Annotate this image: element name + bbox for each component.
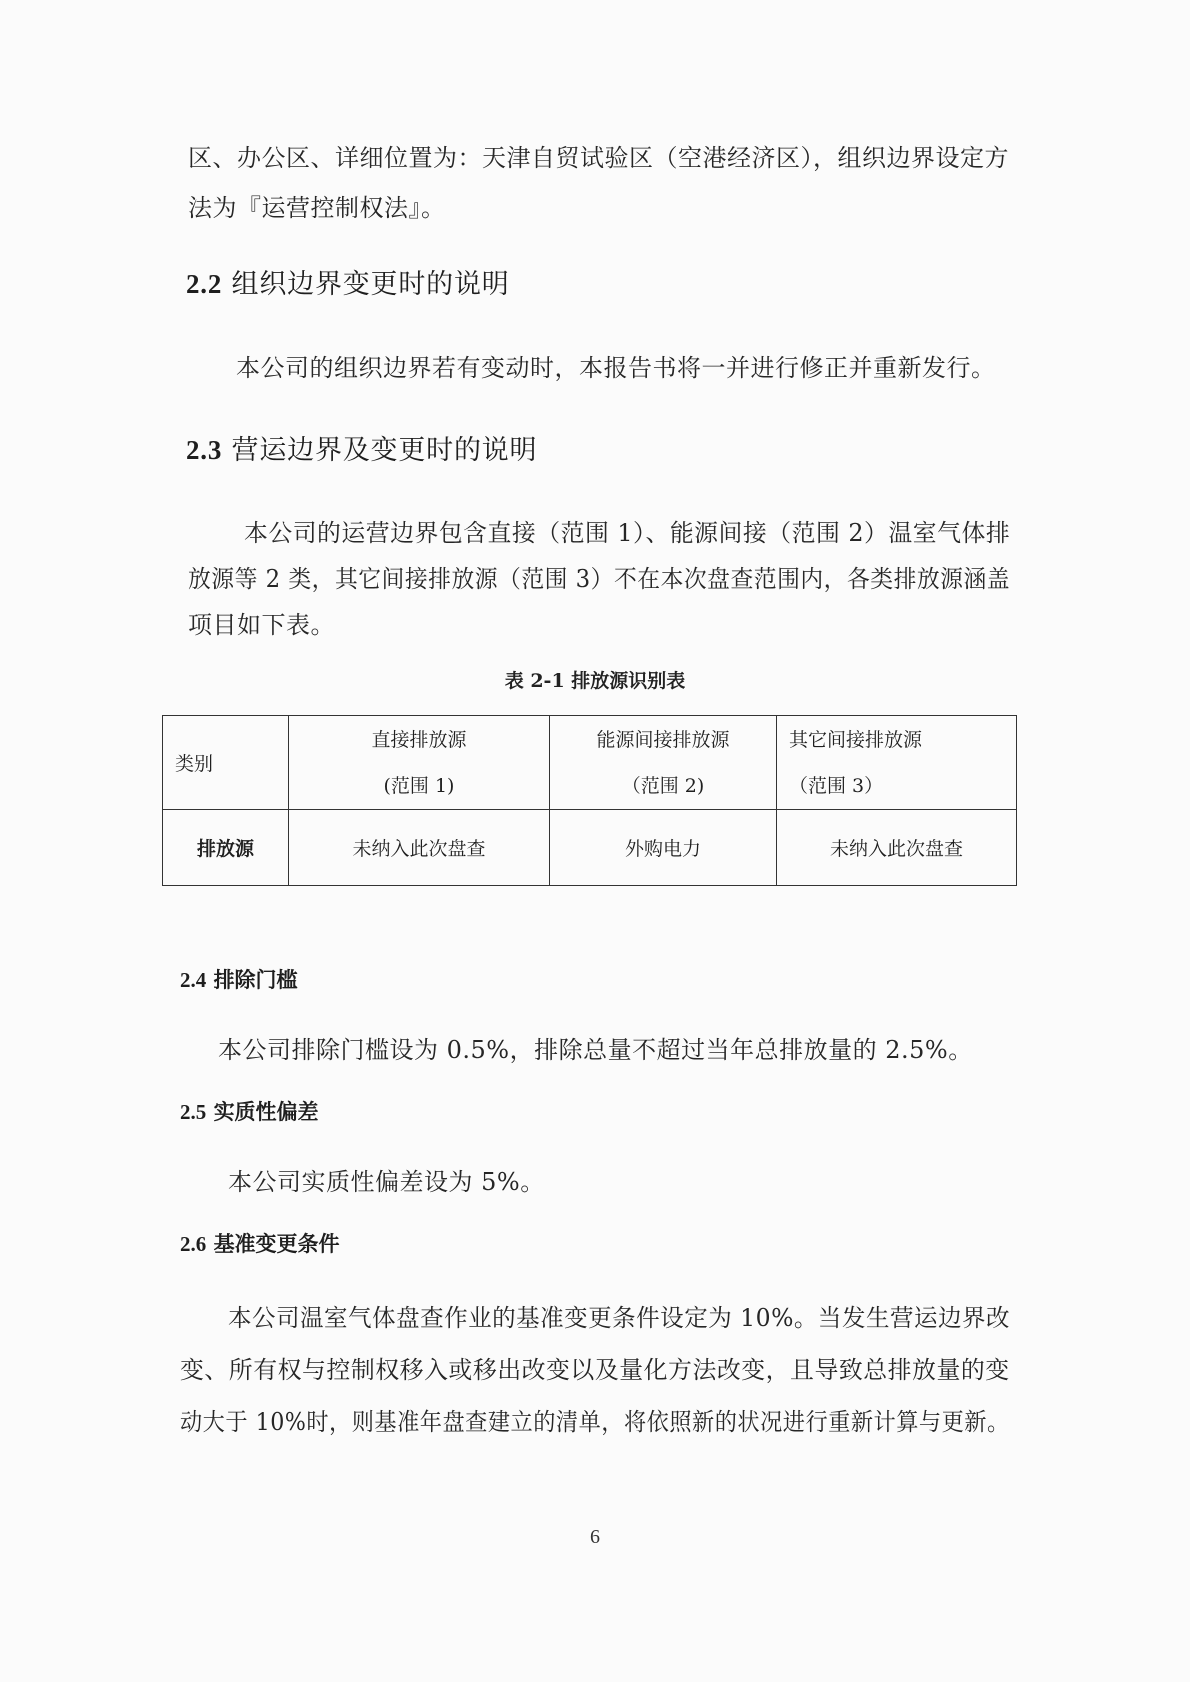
paragraph-line: 本公司温室气体盘查作业的基准变更条件设定为 10%。当发生营运边界改: [228, 1304, 1011, 1332]
paragraph-line: 法为『运营控制权法』。: [188, 194, 446, 222]
section-title: 组织边界变更时的说明: [231, 269, 510, 300]
section-number: 2.6: [180, 1232, 207, 1256]
header-scope-1-range: (范围 1): [383, 774, 455, 797]
table-row: [163, 810, 1017, 886]
paragraph-line: 本公司实质性偏差设为 5%。: [228, 1168, 545, 1196]
section-heading-2-4: [180, 964, 298, 994]
section-number: 2.4: [180, 968, 207, 992]
section-heading-2-2: [186, 262, 510, 301]
paragraph-line: 本公司的运营边界包含直接（范围 1）、能源间接（范围 2）温室气体排: [244, 519, 1011, 547]
section-number: 2.2: [186, 269, 223, 299]
header-category: 类别: [163, 716, 289, 810]
header-scope-2-range: （范围 2): [621, 774, 705, 797]
section-title: 实质性偏差: [213, 1099, 319, 1124]
paragraph-line: 变、所有权与控制权移入或移出改变以及量化方法改变，且导致总排放量的变: [180, 1356, 1010, 1384]
table-caption: 表 2-1 排放源识别表: [504, 670, 686, 692]
section-heading-2-5: [180, 1096, 319, 1126]
paragraph-line: 动大于 10%时，则基准年盘查建立的清单，将依照新的状况进行重新计算与更新。: [180, 1408, 1010, 1436]
cell-scope-1: 未纳入此次盘查: [289, 810, 550, 886]
paragraph-line: 项目如下表。: [188, 611, 335, 639]
paragraph-line: 区、办公区、详细位置为：天津自贸试验区（空港经济区），组织边界设定方: [188, 144, 1009, 172]
header-scope-2: [550, 716, 777, 810]
paragraph-line: 放源等 2 类，其它间接排放源（范围 3）不在本次盘查范围内，各类排放源涵盖: [188, 565, 1011, 593]
section-title: 排除门槛: [213, 967, 298, 992]
section-number: 2.3: [186, 435, 223, 465]
header-scope-2-title: 能源间接排放源: [596, 728, 730, 751]
header-scope-3-title: 其它间接排放源: [789, 728, 923, 751]
section-heading-2-6: [180, 1228, 340, 1258]
table-header-row: [163, 716, 1017, 810]
section-title: 基准变更条件: [213, 1231, 340, 1256]
emission-source-table: [162, 715, 1017, 886]
section-number: 2.5: [180, 1100, 207, 1124]
cell-scope-2: 外购电力: [550, 810, 777, 886]
section-heading-2-3: [186, 428, 537, 467]
header-scope-1-title: 直接排放源: [371, 728, 467, 751]
row-label: 排放源: [163, 810, 289, 886]
paragraph-line: 本公司的组织边界若有变动时，本报告书将一并进行修正并重新发行。: [236, 354, 996, 382]
section-title: 营运边界及变更时的说明: [231, 435, 538, 466]
page-number: 6: [590, 1526, 600, 1548]
header-scope-3-range: （范围 3）: [789, 774, 884, 797]
header-scope-3: [777, 716, 1017, 810]
cell-scope-3: 未纳入此次盘查: [777, 810, 1017, 886]
paragraph-line: 本公司排除门槛设为 0.5%，排除总量不超过当年总排放量的 2.5%。: [218, 1036, 973, 1064]
header-scope-1: [289, 716, 550, 810]
